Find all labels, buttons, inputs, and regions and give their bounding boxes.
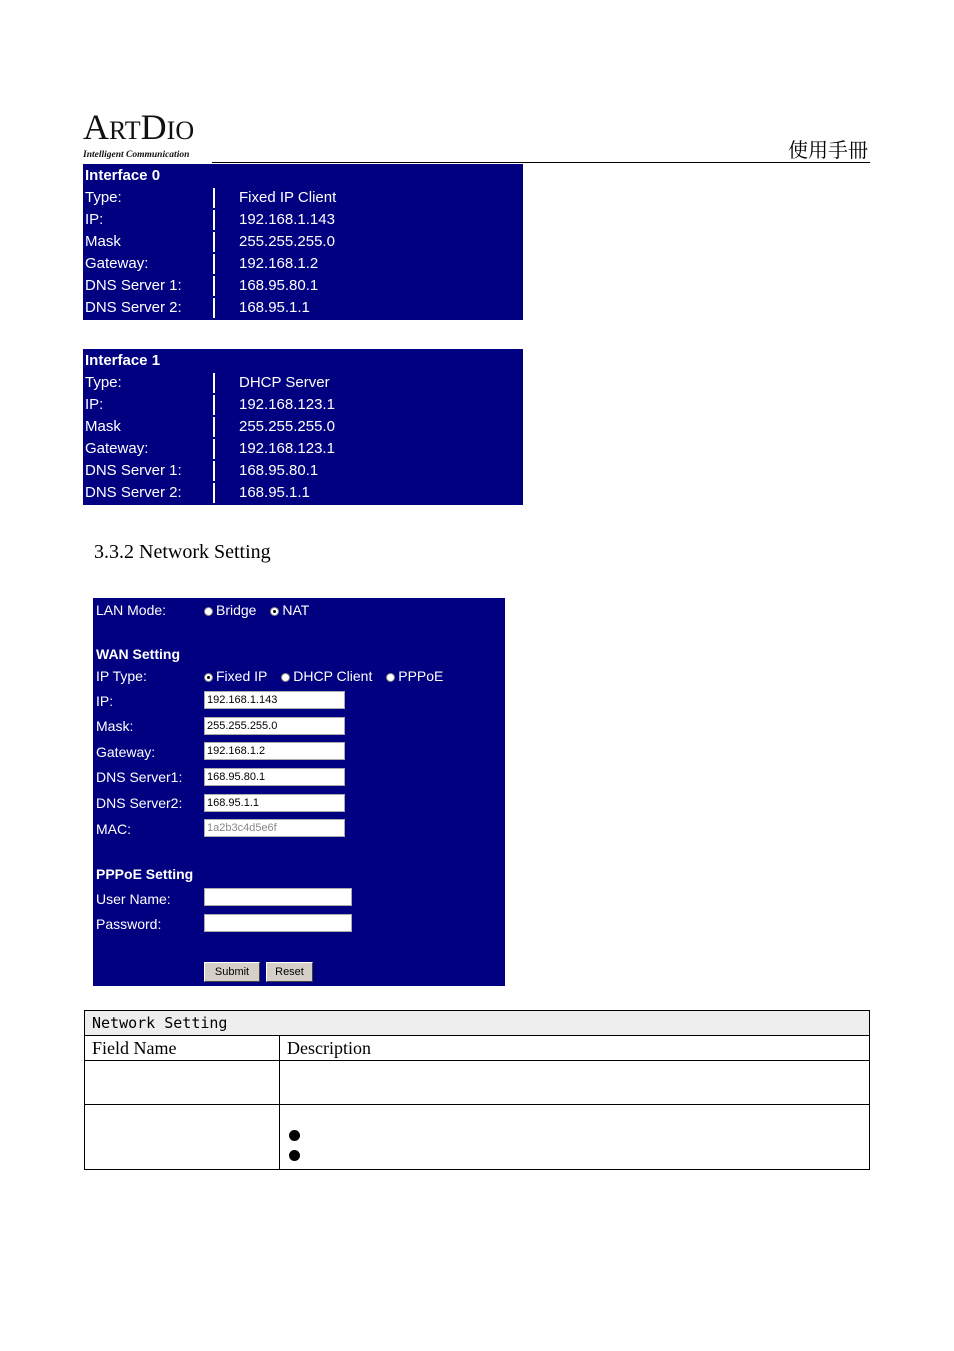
row-value: 168.95.1.1 — [239, 299, 310, 316]
table-row — [83, 232, 523, 252]
row-label: Gateway: — [83, 254, 215, 274]
logo-wordmark: ARTDIO — [83, 107, 195, 147]
row-label: Mask — [83, 232, 215, 252]
bullet-icon — [289, 1150, 300, 1161]
radio-label: DHCP Client — [293, 668, 373, 684]
interface-0-title: Interface 0 — [85, 167, 161, 184]
row-value: 192.168.1.2 — [239, 255, 319, 272]
table-row — [85, 1105, 870, 1170]
section-title: 3.3.2 Network Setting — [94, 541, 271, 563]
row-label: Gateway: — [83, 439, 215, 459]
row-label: IP: — [83, 395, 215, 415]
username-label: User Name: — [96, 891, 171, 907]
interface-1-title: Interface 1 — [85, 352, 161, 369]
description-cell — [280, 1061, 870, 1105]
lan-mode-nat[interactable] — [270, 602, 309, 618]
pppoe-setting-heading: PPPoE Setting — [96, 866, 194, 882]
description-table-title-row — [85, 1011, 870, 1036]
row-label: Type: — [83, 188, 215, 208]
description-cell — [280, 1105, 870, 1170]
bullet-icon — [289, 1130, 300, 1141]
dns2-label: DNS Server2: — [96, 795, 183, 811]
row-label: DNS Server 1: — [83, 461, 215, 481]
row-value: 192.168.123.1 — [239, 396, 335, 413]
network-setting-panel — [93, 598, 505, 986]
lan-mode-bridge[interactable] — [204, 602, 256, 618]
lan-mode-label: LAN Mode: — [96, 602, 167, 618]
mac-input: 1a2b3c4d5e6f — [204, 819, 345, 837]
radio-selected-icon[interactable] — [270, 607, 279, 616]
table-row — [83, 254, 523, 274]
ip-type-pppoe[interactable] — [386, 668, 443, 684]
row-label: DNS Server 2: — [83, 483, 215, 503]
table-row — [85, 1061, 870, 1105]
dns1-input[interactable]: 168.95.80.1 — [204, 768, 345, 786]
table-row — [83, 373, 523, 393]
row-value: Fixed IP Client — [239, 189, 337, 206]
password-label: Password: — [96, 916, 162, 932]
row-value: 192.168.1.143 — [239, 211, 335, 228]
table-row — [83, 210, 523, 230]
radio-label: NAT — [282, 602, 310, 618]
ip-type-options — [204, 668, 453, 684]
table-row — [83, 276, 523, 296]
field-name-cell — [85, 1061, 280, 1105]
ip-label: IP: — [96, 693, 114, 709]
column-header-description: Description — [280, 1036, 870, 1061]
lan-mode-options — [204, 602, 319, 618]
description-table-header-row — [85, 1036, 870, 1061]
row-value: 168.95.80.1 — [239, 462, 319, 479]
mac-label: MAC: — [96, 821, 131, 837]
ip-input[interactable]: 192.168.1.143 — [204, 691, 345, 709]
table-row — [83, 188, 523, 208]
manual-title: 使用手冊 — [788, 138, 868, 162]
row-value: 255.255.255.0 — [239, 233, 335, 250]
gateway-label: Gateway: — [96, 744, 156, 760]
row-value: 168.95.1.1 — [239, 484, 310, 501]
row-value: 192.168.123.1 — [239, 440, 335, 457]
ip-type-label: IP Type: — [96, 668, 147, 684]
radio-icon[interactable] — [204, 607, 213, 616]
gateway-input[interactable]: 192.168.1.2 — [204, 742, 345, 760]
row-label: DNS Server 2: — [83, 298, 215, 318]
username-input[interactable] — [204, 888, 352, 906]
wan-setting-heading: WAN Setting — [96, 646, 180, 662]
dns2-input[interactable]: 168.95.1.1 — [204, 794, 345, 812]
header-rule — [212, 162, 870, 163]
logo-tagline: Intelligent Communication — [83, 150, 190, 160]
artdio-logo — [83, 108, 223, 160]
radio-label: Bridge — [216, 602, 257, 618]
reset-button[interactable]: Reset — [266, 962, 313, 982]
radio-selected-icon[interactable] — [204, 673, 213, 682]
radio-label: PPPoE — [398, 668, 444, 684]
submit-button[interactable]: Submit — [204, 962, 260, 982]
ip-type-fixed-ip[interactable] — [204, 668, 267, 684]
field-name-cell — [85, 1105, 280, 1170]
mask-label: Mask: — [96, 718, 134, 734]
radio-icon[interactable] — [281, 673, 290, 682]
network-setting-description-table — [84, 1010, 870, 1170]
interface-0-table — [83, 164, 523, 320]
interface-1-table — [83, 349, 523, 505]
interface-1-heading-row — [83, 351, 523, 371]
ip-type-dhcp-client[interactable] — [281, 668, 372, 684]
row-value: 255.255.255.0 — [239, 418, 335, 435]
row-label: DNS Server 1: — [83, 276, 215, 296]
radio-icon[interactable] — [386, 673, 395, 682]
row-label: Type: — [83, 373, 215, 393]
table-row — [83, 439, 523, 459]
mask-input[interactable]: 255.255.255.0 — [204, 717, 345, 735]
row-value: DHCP Server — [239, 374, 330, 391]
column-header-field-name: Field Name — [85, 1036, 280, 1061]
row-label: Mask — [83, 417, 215, 437]
table-row — [83, 298, 523, 318]
table-row — [83, 417, 523, 437]
row-value: 168.95.80.1 — [239, 277, 319, 294]
table-row — [83, 461, 523, 481]
table-row — [83, 395, 523, 415]
interface-0-heading-row — [83, 166, 523, 186]
password-input[interactable] — [204, 914, 352, 932]
dns1-label: DNS Server1: — [96, 769, 183, 785]
row-label: IP: — [83, 210, 215, 230]
radio-label: Fixed IP — [216, 668, 268, 684]
table-row — [83, 483, 523, 503]
description-table-title: Network Setting — [85, 1011, 870, 1036]
